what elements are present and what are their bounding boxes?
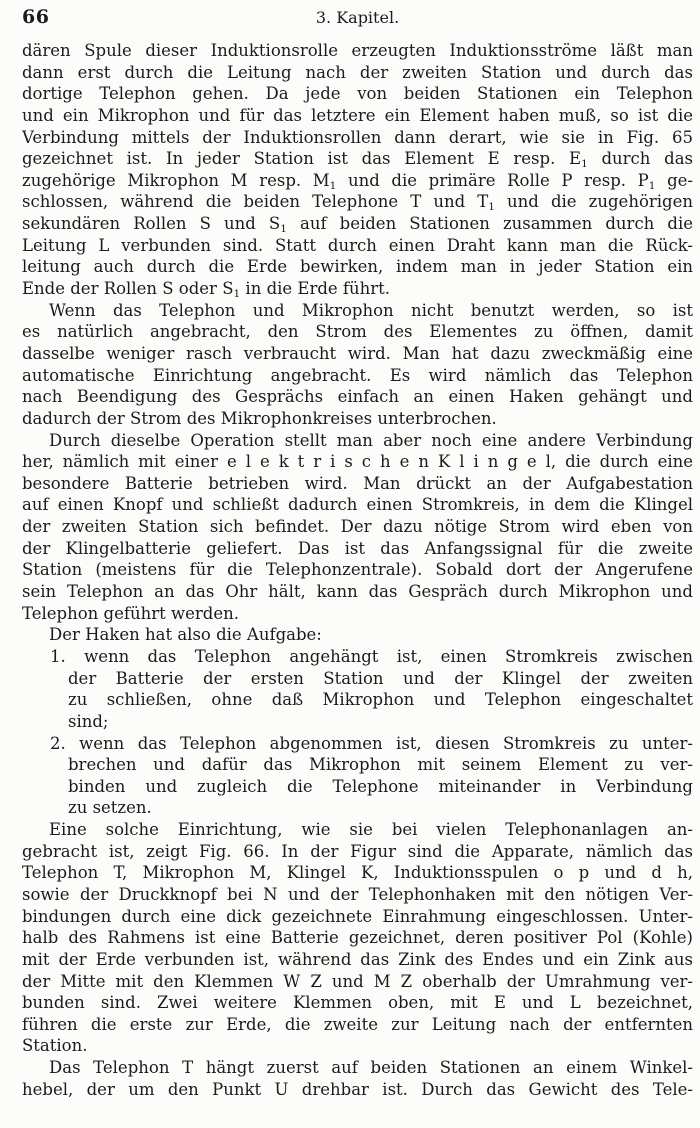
text-line: Telephon T, Mikrophon M, Klingel K, Induktionsspulen o p und d h, (22, 863, 693, 883)
paragraph-automatische-einrichtung (22, 300, 693, 430)
text-line: nach Beendigung des Gesprächs einfach an einen Haken gehängt und (22, 387, 693, 407)
text-line: bunden sind. Zwei weitere Klemmen oben, mit E und L bezeichnet, (22, 993, 693, 1013)
text-line: mit der Erde verbunden ist, während das Zink des Endes und ein Zink aus (22, 949, 693, 969)
text-line: bindungen durch eine dick gezeichnete Einrahmung eingeschlossen. Unter- (22, 906, 693, 926)
text-line: zu schließen, ohne daß Mikrophon und Telephon eingeschaltet (68, 690, 693, 710)
text-line: 2. wenn das Telephon abgenommen ist, diesen Stromkreis zu unter- (50, 733, 693, 753)
paragraph-induktionsrolle (22, 40, 693, 300)
text-line: der zweiten Station sich befindet. Der dazu nötige Strom wird eben von (22, 517, 693, 537)
text-line: Station (meistens für die Telephonzentrale). Sobald dort der Angerufene (22, 560, 693, 580)
text-line: zu setzen. (68, 798, 152, 818)
list-item-1 (22, 646, 693, 733)
text-line: Der Haken hat also die Aufgabe: (49, 625, 322, 645)
text-line: Verbindung mittels der Induktionsrollen dann derart, wie sie in Fig. 65 (22, 127, 693, 147)
text-line: Station. (22, 1036, 88, 1056)
text-line: automatische Einrichtung angebracht. Es wird nämlich das Telephon (22, 365, 693, 385)
text-line: Leitung L verbunden sind. Statt durch einen Draht kann man die Rück- (22, 235, 693, 255)
text-line: zugehörige Mikrophon M resp. $M_1$ und die primäre Rolle P resp. $P_1$ ge- (22, 170, 693, 192)
text-line: binden und zugleich die Telephone miteinander in Verbindung (68, 776, 693, 796)
text-line: sowie der Druckknopf bei N und der Telephonhaken mit den nötigen Ver- (22, 884, 693, 904)
text-line: halb des Rahmens ist eine Batterie gezeichnet, deren positiver Pol (Kohle) (22, 928, 693, 948)
paragraph-haken-aufgabe (22, 624, 693, 646)
text-line: Durch dieselbe Operation stellt man aber noch eine andere Verbindung (49, 430, 693, 450)
text-line: brechen und dafür das Mikrophon mit seinem Element zu ver- (68, 755, 693, 775)
text-line: her, nämlich mit einer e l e k t r i s c h e n K l i n g e l, die durch eine (22, 452, 693, 472)
paragraph-elektrische-klingel (22, 430, 693, 625)
text-line: der Mitte mit den Klemmen W Z und M Z oberhalb der Umrahmung ver- (22, 971, 693, 991)
text-line: 1. wenn das Telephon angehängt ist, einen Stromkreis zwischen (50, 646, 693, 666)
page-number: 66 (22, 6, 50, 28)
paragraph-winkelhebel (22, 1057, 693, 1100)
text-line: dann erst durch die Leitung nach der zweiten Station und durch das (22, 62, 693, 82)
text-line: der Batterie der ersten Station und der Klingel der zweiten (68, 668, 693, 688)
text-line: auf einen Knopf und schließt dadurch einen Stromkreis, in dem die Klingel (22, 495, 693, 515)
text-line: dadurch der Strom des Mikrophonkreises unterbrochen. (22, 408, 497, 428)
text-line: gebracht ist, zeigt Fig. 66. In der Figur sind die Apparate, nämlich das (22, 841, 693, 861)
text-line: Ende der Rollen S oder $S_1$ in die Erde führt. (22, 279, 391, 300)
text-line: sein Telephon an das Ohr hält, kann das Gespräch durch Mikrophon und (22, 582, 693, 602)
page-body (22, 40, 693, 1100)
text-line: Wenn das Telephon und Mikrophon nicht benutzt werden, so ist (49, 300, 693, 320)
text-line: Telephon geführt werden. (22, 603, 239, 623)
text-line: Eine solche Einrichtung, wie sie bei vielen Telephonanlagen an- (49, 820, 693, 840)
text-line: sekundären Rollen S und $S_1$ auf beiden Stationen zusammen durch die (22, 214, 693, 235)
text-line: führen die erste zur Erde, die zweite zur Leitung nach der entfernten (22, 1014, 693, 1034)
text-line: sind; (68, 711, 109, 731)
page-header (22, 6, 693, 32)
text-line: und ein Mikrophon und für das letztere ein Element haben muß, so ist die (22, 105, 693, 125)
text-line: dasselbe weniger rasch verbraucht wird. Man hat dazu zweckmäßig eine (22, 343, 693, 363)
text-line: der Klingelbatterie geliefert. Das ist das Anfangssignal für die zweite (22, 538, 693, 558)
list-item-2 (22, 733, 693, 820)
text-line: es natürlich angebracht, den Strom des Elementes zu öffnen, damit (22, 322, 693, 342)
text-line: hebel, der um den Punkt U drehbar ist. Durch das Gewicht des Tele- (22, 1079, 693, 1099)
text-line: leitung auch durch die Erde bewirken, indem man in jeder Station ein (22, 257, 693, 277)
text-line: dären Spule dieser Induktionsrolle erzeugten Induktionsströme läßt man (22, 41, 693, 60)
paragraph-fig-66 (22, 819, 693, 1057)
running-head: 3. Kapitel. (315, 8, 400, 27)
text-line: Das Telephon T hängt zuerst auf beiden Stationen an einem Winkel- (49, 1058, 693, 1078)
text-line: besondere Batterie betrieben wird. Man drückt an der Aufgabestation (22, 473, 693, 493)
text-line: dortige Telephon gehen. Da jede von beiden Stationen ein Telephon (22, 84, 693, 104)
text-line: gezeichnet ist. In jeder Station ist das Element E resp. $E_1$ durch das (22, 149, 693, 170)
text-line: schlossen, während die beiden Telephone T und $T_1$ und die zugehörigen (22, 192, 693, 214)
